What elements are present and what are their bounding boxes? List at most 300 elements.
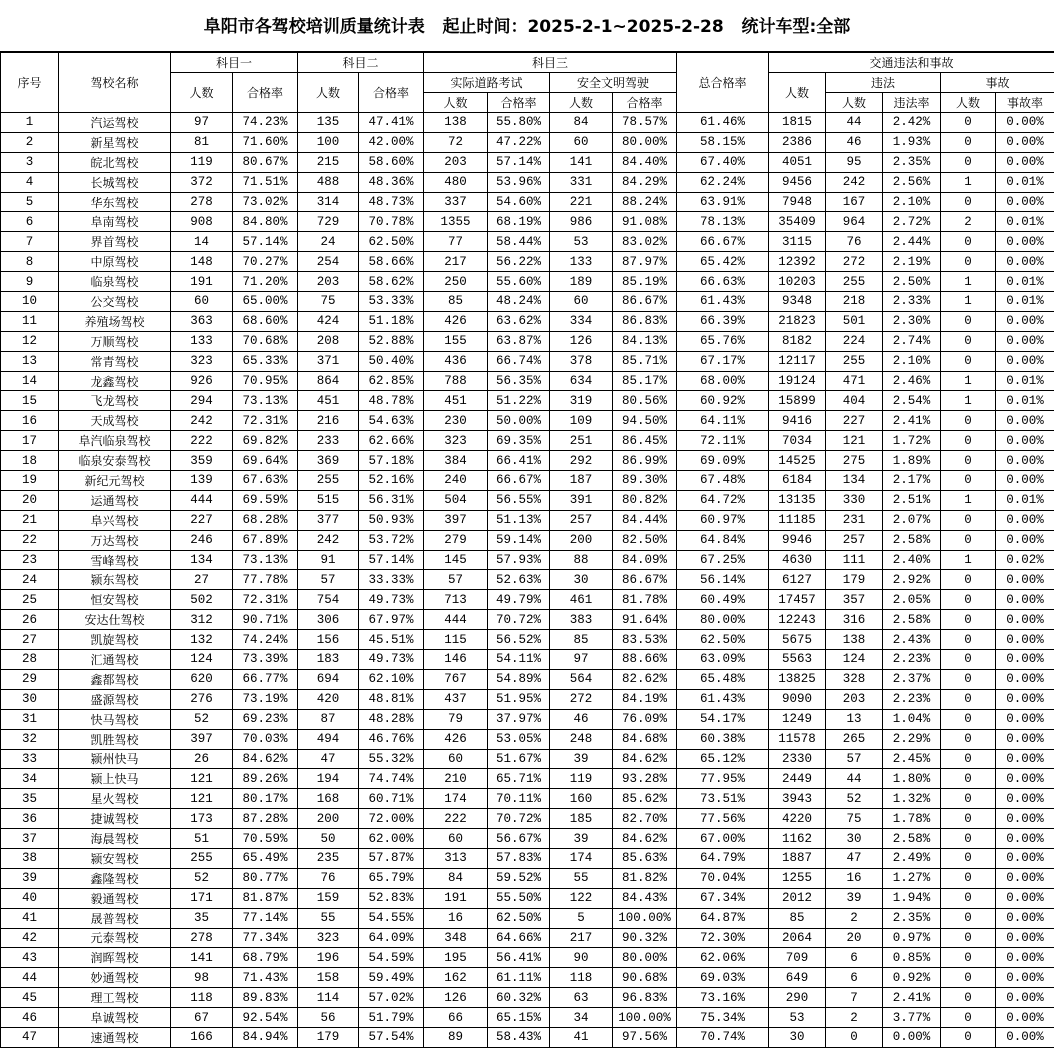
cell-safe-rate: 88.66% [613,650,677,670]
cell-accident-count: 0 [941,888,996,908]
cell-safe-count: 272 [550,689,613,709]
cell-road-count: 313 [424,848,488,868]
cell-road-rate: 70.11% [488,789,550,809]
cell-accident-count: 1 [941,550,996,570]
table-row [1,490,1054,510]
table-row [1,212,1054,232]
cell-road-rate: 61.11% [488,968,550,988]
cell-s1-rate: 71.20% [233,272,298,292]
cell-s1-count: 139 [171,471,233,491]
cell-accident-count: 0 [941,908,996,928]
cell-safe-count: 461 [550,590,613,610]
cell-s1-rate: 71.60% [233,132,298,152]
cell-road-rate: 65.71% [488,769,550,789]
cell-violation-count: 75 [826,809,883,829]
cell-s2-count: 323 [298,928,359,948]
header-violation: 违法 [826,73,941,93]
cell-school-name: 元泰驾校 [59,928,171,948]
cell-accident-count: 0 [941,1008,996,1028]
cell-accident-rate: 0.00% [996,471,1054,491]
cell-accident-rate: 0.01% [996,371,1054,391]
cell-s2-count: 306 [298,610,359,630]
cell-s1-rate: 70.27% [233,252,298,272]
cell-s2-count: 87 [298,709,359,729]
cell-accident-count: 0 [941,669,996,689]
header-subject3: 科目三 [424,53,677,73]
cell-s1-rate: 74.24% [233,630,298,650]
cell-violation-rate: 1.72% [883,431,941,451]
cell-accident-count: 0 [941,709,996,729]
cell-s1-rate: 73.13% [233,391,298,411]
cell-violation-count: 6 [826,968,883,988]
cell-accident-count: 0 [941,451,996,471]
cell-s2-rate: 57.54% [359,1027,424,1047]
cell-s2-rate: 50.93% [359,510,424,530]
table-row [1,292,1054,312]
cell-s2-count: 494 [298,729,359,749]
cell-s1-rate: 80.67% [233,152,298,172]
cell-school-name: 阜诚驾校 [59,1008,171,1028]
cell-violation-count: 231 [826,510,883,530]
cell-s2-count: 91 [298,550,359,570]
cell-s2-count: 424 [298,311,359,331]
cell-school-name: 快马驾校 [59,709,171,729]
cell-total-rate: 56.14% [677,570,769,590]
cell-accident-rate: 0.00% [996,968,1054,988]
cell-accident-count: 1 [941,371,996,391]
cell-seq: 40 [1,888,59,908]
cell-s2-rate: 62.85% [359,371,424,391]
cell-safe-count: 39 [550,749,613,769]
cell-accident-rate: 0.00% [996,113,1054,133]
cell-traffic-count: 21823 [769,311,826,331]
cell-s1-rate: 57.14% [233,232,298,252]
cell-accident-rate: 0.00% [996,988,1054,1008]
cell-safe-rate: 86.45% [613,431,677,451]
cell-safe-rate: 84.62% [613,829,677,849]
cell-s2-rate: 53.72% [359,530,424,550]
cell-violation-count: 265 [826,729,883,749]
cell-s1-rate: 69.64% [233,451,298,471]
cell-road-rate: 59.52% [488,868,550,888]
cell-road-count: 222 [424,809,488,829]
cell-violation-count: 52 [826,789,883,809]
cell-school-name: 雪峰驾校 [59,550,171,570]
cell-safe-rate: 91.08% [613,212,677,232]
cell-traffic-count: 3943 [769,789,826,809]
cell-seq: 17 [1,431,59,451]
table-row [1,769,1054,789]
cell-s1-count: 363 [171,311,233,331]
cell-road-count: 384 [424,451,488,471]
cell-seq: 46 [1,1008,59,1028]
cell-violation-count: 257 [826,530,883,550]
cell-accident-rate: 0.00% [996,709,1054,729]
cell-total-rate: 64.87% [677,908,769,928]
cell-violation-rate: 1.80% [883,769,941,789]
cell-s1-rate: 73.02% [233,192,298,212]
cell-total-rate: 80.00% [677,610,769,630]
cell-safe-count: 221 [550,192,613,212]
cell-violation-count: 255 [826,272,883,292]
cell-accident-rate: 0.00% [996,590,1054,610]
cell-road-count: 451 [424,391,488,411]
cell-school-name: 凯旋驾校 [59,630,171,650]
cell-accident-count: 0 [941,590,996,610]
header-violation-count: 人数 [826,93,883,113]
cell-safe-rate: 89.30% [613,471,677,491]
cell-safe-rate: 76.09% [613,709,677,729]
cell-traffic-count: 12117 [769,351,826,371]
cell-violation-rate: 2.35% [883,152,941,172]
cell-traffic-count: 13135 [769,490,826,510]
cell-road-count: 85 [424,292,488,312]
cell-safe-rate: 84.29% [613,172,677,192]
cell-road-count: 57 [424,570,488,590]
cell-accident-rate: 0.00% [996,431,1054,451]
cell-school-name: 妙通驾校 [59,968,171,988]
cell-violation-rate: 2.92% [883,570,941,590]
cell-accident-count: 1 [941,292,996,312]
cell-school-name: 长城驾校 [59,172,171,192]
cell-s1-count: 27 [171,570,233,590]
cell-s2-count: 451 [298,391,359,411]
cell-road-count: 89 [424,1027,488,1047]
cell-total-rate: 77.95% [677,769,769,789]
cell-accident-count: 1 [941,172,996,192]
cell-s1-count: 81 [171,132,233,152]
cell-total-rate: 66.63% [677,272,769,292]
cell-violation-count: 328 [826,669,883,689]
cell-violation-rate: 1.32% [883,789,941,809]
cell-accident-rate: 0.00% [996,570,1054,590]
cell-violation-rate: 1.78% [883,809,941,829]
cell-safe-rate: 86.67% [613,570,677,590]
cell-violation-count: 2 [826,908,883,928]
cell-accident-rate: 0.00% [996,192,1054,212]
cell-total-rate: 64.84% [677,530,769,550]
cell-s2-count: 255 [298,471,359,491]
cell-violation-rate: 2.56% [883,172,941,192]
cell-s2-count: 57 [298,570,359,590]
cell-safe-count: 41 [550,1027,613,1047]
cell-school-name: 汽运驾校 [59,113,171,133]
cell-safe-count: 53 [550,232,613,252]
cell-total-rate: 64.11% [677,411,769,431]
cell-accident-count: 0 [941,729,996,749]
cell-safe-rate: 85.71% [613,351,677,371]
cell-road-count: 145 [424,550,488,570]
cell-accident-rate: 0.00% [996,232,1054,252]
cell-s1-rate: 69.59% [233,490,298,510]
cell-violation-rate: 2.05% [883,590,941,610]
cell-accident-rate: 0.00% [996,669,1054,689]
cell-s2-count: 194 [298,769,359,789]
cell-s2-rate: 47.41% [359,113,424,133]
cell-seq: 24 [1,570,59,590]
cell-total-rate: 64.72% [677,490,769,510]
cell-accident-count: 0 [941,530,996,550]
cell-violation-count: 0 [826,1027,883,1047]
cell-s2-rate: 60.71% [359,789,424,809]
cell-total-rate: 54.17% [677,709,769,729]
cell-accident-rate: 0.00% [996,1008,1054,1028]
cell-accident-count: 1 [941,490,996,510]
cell-road-count: 348 [424,928,488,948]
cell-s2-rate: 50.40% [359,351,424,371]
table-row [1,530,1054,550]
cell-school-name: 阜汽临泉驾校 [59,431,171,451]
table-row [1,590,1054,610]
cell-total-rate: 70.04% [677,868,769,888]
table-row [1,669,1054,689]
table-row [1,848,1054,868]
cell-violation-rate: 0.85% [883,948,941,968]
cell-s1-rate: 71.43% [233,968,298,988]
table-row [1,132,1054,152]
cell-violation-count: 124 [826,650,883,670]
cell-school-name: 恒安驾校 [59,590,171,610]
cell-violation-count: 16 [826,868,883,888]
cell-traffic-count: 1249 [769,709,826,729]
cell-s2-rate: 58.66% [359,252,424,272]
table-row [1,829,1054,849]
cell-accident-rate: 0.01% [996,391,1054,411]
table-row [1,510,1054,530]
cell-s2-rate: 57.14% [359,550,424,570]
cell-total-rate: 61.43% [677,689,769,709]
cell-seq: 5 [1,192,59,212]
cell-seq: 43 [1,948,59,968]
cell-safe-rate: 90.32% [613,928,677,948]
cell-road-count: 713 [424,590,488,610]
cell-s2-count: 864 [298,371,359,391]
header-accident-count: 人数 [941,93,996,113]
cell-total-rate: 62.06% [677,948,769,968]
cell-s1-rate: 77.34% [233,928,298,948]
cell-traffic-count: 1255 [769,868,826,888]
cell-seq: 32 [1,729,59,749]
cell-total-rate: 67.48% [677,471,769,491]
cell-accident-rate: 0.00% [996,908,1054,928]
cell-seq: 3 [1,152,59,172]
cell-accident-count: 0 [941,252,996,272]
cell-school-name: 理工驾校 [59,988,171,1008]
cell-total-rate: 67.25% [677,550,769,570]
cell-road-count: 279 [424,530,488,550]
cell-safe-count: 251 [550,431,613,451]
cell-road-count: 126 [424,988,488,1008]
cell-s1-count: 359 [171,451,233,471]
cell-road-count: 66 [424,1008,488,1028]
cell-s1-count: 276 [171,689,233,709]
cell-violation-count: 242 [826,172,883,192]
cell-seq: 19 [1,471,59,491]
cell-traffic-count: 709 [769,948,826,968]
cell-s2-count: 515 [298,490,359,510]
cell-violation-rate: 1.27% [883,868,941,888]
cell-s1-rate: 65.49% [233,848,298,868]
header-road-count: 人数 [424,93,488,113]
cell-violation-count: 2 [826,1008,883,1028]
cell-violation-rate: 2.45% [883,749,941,769]
cell-seq: 27 [1,630,59,650]
cell-road-rate: 65.15% [488,1008,550,1028]
cell-traffic-count: 11185 [769,510,826,530]
cell-seq: 34 [1,769,59,789]
cell-s2-rate: 53.33% [359,292,424,312]
cell-s2-rate: 48.28% [359,709,424,729]
cell-safe-rate: 80.82% [613,490,677,510]
cell-violation-rate: 0.00% [883,1027,941,1047]
cell-s2-rate: 57.02% [359,988,424,1008]
cell-traffic-count: 5675 [769,630,826,650]
cell-road-count: 210 [424,769,488,789]
cell-s1-rate: 80.17% [233,789,298,809]
cell-violation-rate: 3.77% [883,1008,941,1028]
cell-seq: 12 [1,331,59,351]
cell-accident-count: 0 [941,868,996,888]
cell-safe-count: 34 [550,1008,613,1028]
cell-road-count: 174 [424,789,488,809]
cell-accident-rate: 0.00% [996,848,1054,868]
cell-violation-count: 76 [826,232,883,252]
cell-seq: 28 [1,650,59,670]
cell-violation-count: 138 [826,630,883,650]
cell-accident-count: 0 [941,848,996,868]
header-s2-rate: 合格率 [359,73,424,113]
cell-violation-rate: 2.17% [883,471,941,491]
cell-road-rate: 63.87% [488,331,550,351]
cell-road-rate: 57.83% [488,848,550,868]
cell-traffic-count: 4630 [769,550,826,570]
cell-road-count: 397 [424,510,488,530]
cell-traffic-count: 6127 [769,570,826,590]
cell-s1-rate: 81.87% [233,888,298,908]
cell-safe-rate: 85.19% [613,272,677,292]
cell-road-count: 788 [424,371,488,391]
cell-accident-count: 0 [941,829,996,849]
cell-safe-rate: 86.99% [613,451,677,471]
cell-school-name: 界首驾校 [59,232,171,252]
cell-school-name: 鑫隆驾校 [59,868,171,888]
cell-s1-count: 171 [171,888,233,908]
cell-road-rate: 56.35% [488,371,550,391]
cell-s1-count: 620 [171,669,233,689]
cell-safe-rate: 84.62% [613,749,677,769]
cell-accident-count: 0 [941,789,996,809]
cell-traffic-count: 649 [769,968,826,988]
cell-s2-rate: 52.16% [359,471,424,491]
cell-seq: 7 [1,232,59,252]
cell-road-count: 72 [424,132,488,152]
cell-total-rate: 60.92% [677,391,769,411]
cell-s1-count: 26 [171,749,233,769]
table-row [1,908,1054,928]
cell-accident-rate: 0.00% [996,769,1054,789]
cell-traffic-count: 2012 [769,888,826,908]
cell-accident-count: 0 [941,769,996,789]
cell-safe-rate: 96.83% [613,988,677,1008]
cell-safe-rate: 83.53% [613,630,677,650]
cell-s2-rate: 49.73% [359,650,424,670]
cell-safe-count: 986 [550,212,613,232]
table-row [1,1008,1054,1028]
cell-safe-count: 122 [550,888,613,908]
cell-s2-count: 159 [298,888,359,908]
cell-accident-rate: 0.00% [996,351,1054,371]
cell-road-count: 79 [424,709,488,729]
cell-road-count: 60 [424,829,488,849]
cell-seq: 18 [1,451,59,471]
cell-safe-rate: 94.50% [613,411,677,431]
statistics-table [0,52,1054,1048]
cell-violation-rate: 2.58% [883,530,941,550]
cell-safe-count: 133 [550,252,613,272]
cell-violation-rate: 2.23% [883,650,941,670]
cell-violation-rate: 2.54% [883,391,941,411]
cell-road-rate: 62.50% [488,908,550,928]
cell-safe-count: 160 [550,789,613,809]
cell-s2-rate: 56.31% [359,490,424,510]
table-row [1,192,1054,212]
cell-school-name: 汇通驾校 [59,650,171,670]
cell-s1-rate: 87.28% [233,809,298,829]
cell-s1-count: 141 [171,948,233,968]
cell-s2-rate: 62.50% [359,232,424,252]
cell-s2-rate: 52.88% [359,331,424,351]
cell-s2-rate: 58.60% [359,152,424,172]
cell-safe-rate: 87.97% [613,252,677,272]
cell-s2-count: 47 [298,749,359,769]
table-row [1,471,1054,491]
cell-s1-count: 97 [171,113,233,133]
cell-road-rate: 47.22% [488,132,550,152]
cell-s1-count: 132 [171,630,233,650]
cell-accident-count: 0 [941,311,996,331]
cell-school-name: 颍上快马 [59,769,171,789]
cell-violation-count: 39 [826,888,883,908]
cell-s2-count: 203 [298,272,359,292]
cell-road-rate: 70.72% [488,809,550,829]
cell-total-rate: 72.30% [677,928,769,948]
cell-road-count: 1355 [424,212,488,232]
cell-s2-count: 158 [298,968,359,988]
cell-safe-rate: 84.40% [613,152,677,172]
cell-violation-count: 20 [826,928,883,948]
cell-s2-rate: 65.79% [359,868,424,888]
cell-traffic-count: 2449 [769,769,826,789]
cell-seq: 11 [1,311,59,331]
cell-road-count: 230 [424,411,488,431]
cell-violation-count: 224 [826,331,883,351]
cell-seq: 25 [1,590,59,610]
cell-safe-count: 119 [550,769,613,789]
cell-s1-count: 98 [171,968,233,988]
cell-violation-rate: 0.97% [883,928,941,948]
cell-school-name: 阜兴驾校 [59,510,171,530]
cell-road-rate: 53.96% [488,172,550,192]
cell-s1-count: 166 [171,1027,233,1047]
cell-s1-count: 148 [171,252,233,272]
cell-school-name: 公交驾校 [59,292,171,312]
cell-s2-count: 371 [298,351,359,371]
cell-accident-rate: 0.00% [996,510,1054,530]
cell-s2-count: 488 [298,172,359,192]
cell-safe-count: 331 [550,172,613,192]
cell-road-rate: 51.13% [488,510,550,530]
cell-s1-rate: 66.77% [233,669,298,689]
